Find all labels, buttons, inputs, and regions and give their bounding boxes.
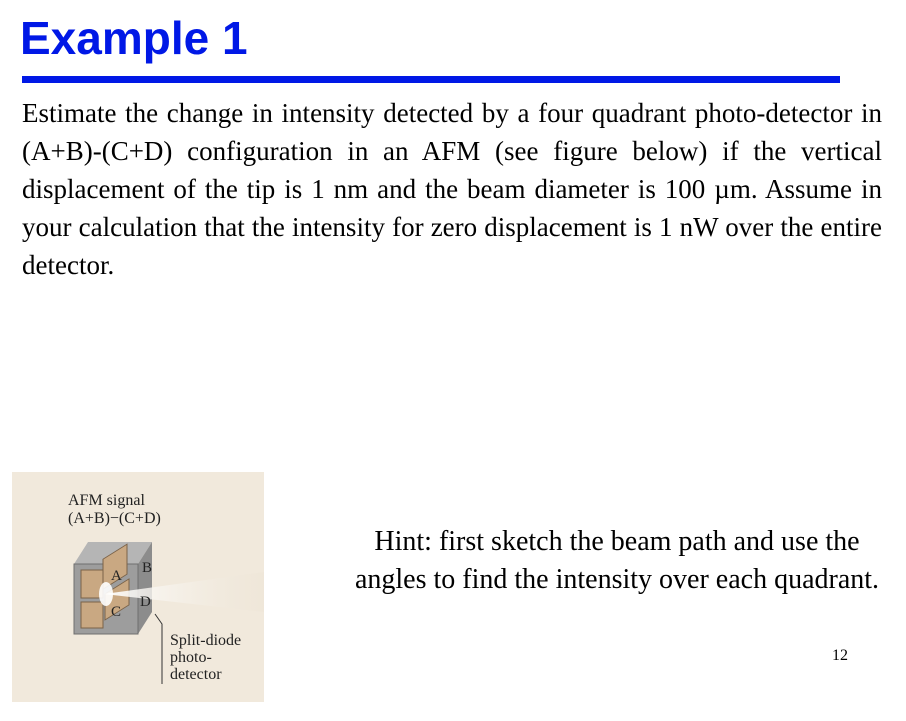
page-number: 12 [832,647,848,664]
quadrant-c [81,602,103,628]
quadrant-a-label: A [111,568,122,584]
afm-photodetector-figure [12,472,264,702]
split-diode-label [170,632,241,683]
detector-leader-line [155,614,162,684]
split-diode-label-line3: detector [170,666,222,683]
afm-signal-label [68,492,161,528]
afm-signal-label-line1: AFM signal [68,492,145,509]
title-underline [22,76,840,83]
hint-text: Hint: first sketch the beam path and use the angles to find the intensity over each quadrant. [354,526,880,595]
quadrant-b-label: B [142,560,153,576]
beam-spot [99,582,113,606]
split-diode-label-line1: Split-diode [170,632,242,649]
split-diode-label-line2: photo- [170,649,212,666]
afm-signal-label-line2: (A+B)−(C+D) [68,510,161,527]
problem-statement: Estimate the change in intensity detected by a four quadrant photo-detector in (A+B)-(C+D) configuration in an AFM (see figure below) if the vertical displacement of the tip is 1 nm and the beam diameter is 100 µm. Assume in your calculation that the intensity for zero displacement is 1 nW over the entire detector. [22,98,882,280]
quadrant-d-label: D [140,594,151,610]
quadrant-c-label: C [111,604,122,620]
slide-title: Example 1 [20,12,248,64]
